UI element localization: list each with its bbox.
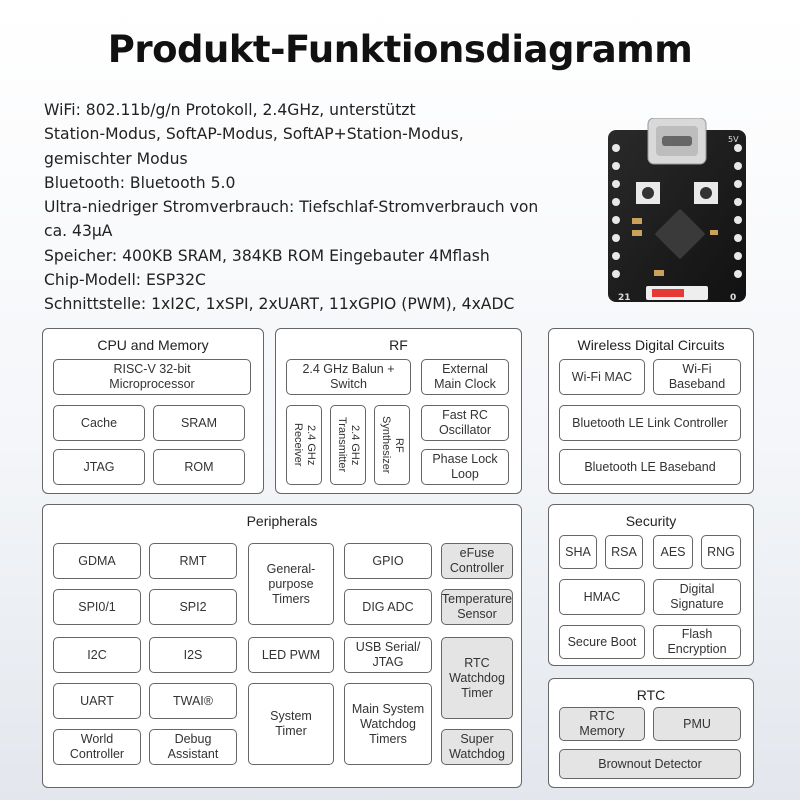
rom-block: ROM (153, 449, 245, 485)
aes-block: AES (653, 535, 693, 569)
spec-line: gemischter Modus (44, 149, 188, 168)
usb-serial-jtag-block: USB Serial/ JTAG (344, 637, 432, 673)
rtc-watchdog-timer-block: RTC Watchdog Timer (441, 637, 513, 719)
spec-line: ca. 43µA (44, 222, 113, 241)
world-controller-block: World Controller (53, 729, 141, 765)
phase-lock-loop-block: Phase Lock Loop (421, 449, 509, 485)
temperature-sensor-block: Temperature Sensor (441, 589, 513, 625)
twai-block: TWAI® (149, 683, 237, 719)
pin-label-0: 0 (730, 293, 737, 303)
group-title: CPU and Memory (97, 337, 209, 353)
fast-rc-oscillator-block: Fast RC Oscillator (421, 405, 509, 441)
spec-line: Speicher: 400KB SRAM, 384KB ROM Eingebauter 4Mflash (44, 246, 490, 265)
riscv-microprocessor-block: RISC-V 32-bit Microprocessor (53, 359, 251, 395)
spec-line: Ultra-niedriger Stromverbrauch: Tiefschlaf-Stromverbrauch von (44, 198, 539, 217)
uart-block: UART (53, 683, 141, 719)
sram-block: SRAM (153, 405, 245, 441)
rf-synthesizer-block: RF Synthesizer (374, 405, 410, 485)
system-timer-block: System Timer (248, 683, 334, 765)
gpio-block: GPIO (344, 543, 432, 579)
rtc-memory-block: RTC Memory (559, 707, 645, 741)
cache-block: Cache (53, 405, 145, 441)
jtag-block: JTAG (53, 449, 145, 485)
digital-signature-block: Digital Signature (653, 579, 741, 615)
spi0-1-block: SPI0/1 (53, 589, 141, 625)
main-system-watchdog-timers-block: Main System Watchdog Timers (344, 683, 432, 765)
ble-baseband-block: Bluetooth LE Baseband (559, 449, 741, 485)
spi2-block: SPI2 (149, 589, 237, 625)
gdma-block: GDMA (53, 543, 141, 579)
external-main-clock-block: External Main Clock (421, 359, 509, 395)
ble-link-controller-block: Bluetooth LE Link Controller (559, 405, 741, 441)
brownout-detector-block: Brownout Detector (559, 749, 741, 779)
pin-label-5v: 5V (728, 135, 739, 144)
rf-group (275, 328, 522, 494)
hmac-block: HMAC (559, 579, 645, 615)
rtc-group (548, 678, 754, 788)
secure-boot-block: Secure Boot (559, 625, 645, 659)
peripherals-group (42, 504, 522, 788)
super-watchdog-block: Super Watchdog (441, 729, 513, 765)
group-title: RF (389, 337, 408, 353)
transmitter-block: 2.4 GHz Transmitter (330, 405, 366, 485)
i2c-block: I2C (53, 637, 141, 673)
group-title: Security (625, 513, 677, 529)
spec-line: Chip-Modell: ESP32C (44, 271, 206, 290)
group-title: RTC (636, 687, 666, 703)
rmt-block: RMT (149, 543, 237, 579)
spec-list (44, 98, 604, 317)
spec-line: Bluetooth: Bluetooth 5.0 (44, 173, 236, 192)
efuse-controller-block: eFuse Controller (441, 543, 513, 579)
wifi-mac-block: Wi-Fi MAC (559, 359, 645, 395)
i2s-block: I2S (149, 637, 237, 673)
spec-line: WiFi: 802.11b/g/n Protokoll, 2.4GHz, unterstützt (44, 101, 416, 119)
flash-encryption-block: Flash Encryption (653, 625, 741, 659)
general-purpose-timers-block: General- purpose Timers (248, 543, 334, 625)
led-pwm-block: LED PWM (248, 637, 334, 673)
debug-assistant-block: Debug Assistant (149, 729, 237, 765)
wireless-digital-group (548, 328, 754, 494)
page-title: Produkt-Funktionsdiagramm (107, 28, 693, 71)
group-title: Peripherals (246, 513, 318, 529)
dig-adc-block: DIG ADC (344, 589, 432, 625)
security-group (548, 504, 754, 666)
pmu-block: PMU (653, 707, 741, 741)
sha-block: SHA (559, 535, 597, 569)
balun-switch-block: 2.4 GHz Balun + Switch (286, 359, 411, 395)
receiver-block: 2.4 GHz Receiver (286, 405, 322, 485)
cpu-memory-group (42, 328, 264, 494)
esp32c3-board-image (598, 118, 756, 306)
pin-label-21: 21 (618, 293, 631, 303)
group-title: Wireless Digital Circuits (577, 337, 725, 353)
rng-block: RNG (701, 535, 741, 569)
spec-line: Station-Modus, SoftAP-Modus, SoftAP+Station-Modus, (44, 125, 464, 144)
rsa-block: RSA (605, 535, 643, 569)
wifi-baseband-block: Wi-Fi Baseband (653, 359, 741, 395)
spec-line: Schnittstelle: 1xI2C, 1xSPI, 2xUART, 11xGPIO (PWM), 4xADC (44, 295, 515, 314)
